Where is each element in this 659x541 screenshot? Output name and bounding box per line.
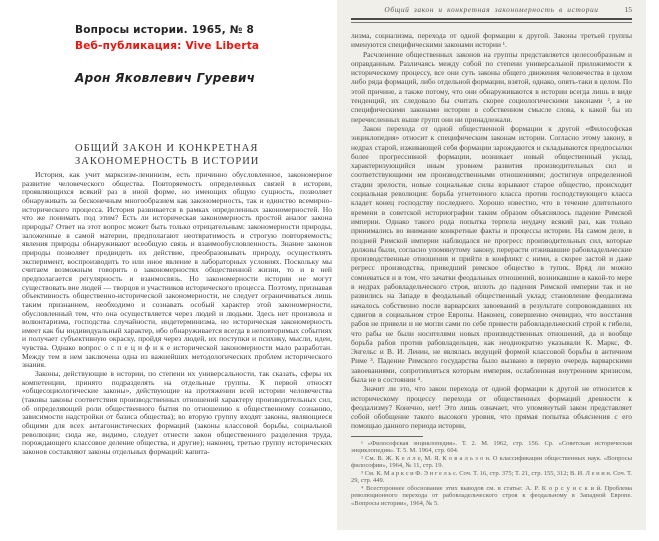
journal-masthead: Вопросы истории. 1965, № 8: [75, 24, 254, 36]
paragraph: Законы, действующие в истории, по степени их универсальности, так сказать, сферы их компетенции, принято подразделять на отдельные группы. К первой относят «общесоциологические законы», действующие на протяжении всей истории человечества (таковы законы соответствия производственных отношений характеру производительных сил, об определяющей роли общественного бытия по отношению к общественному сознанию, зависимости надстройки от базиса общества); во вторую группу входят законы, являющиеся общими для всех антагонистических формаций (законы классовой борьбы, социальной революции; сюда же, видимо, следует отнести закон общественного разделения труда, порождающего классовое деление общества, и другие); наконец, третью группу исторических законов составляют законы отдельных формаций: капита-: [22, 369, 332, 456]
masthead-block: [75, 24, 332, 85]
paragraph: Закон перехода от одной общественной формации к другой «Философская энциклопедия» относит к специфическим законам истории. Согласно этому закону, в недрах старой, изживающей себя формации зарождаются и складываются предпосылки более прогрессивной формации, возникает новый общественный уклад, характеризующийся иным уровнем развития производительных сил и соответствующими им производственными отношениями; достигнув определенной стадии зрелости, новые социальные силы взрывают старое общество, происходит социальная революция: борьба угнетенного класса против господствующего класса кладет конец господству последнего. Хорошо известно, что в течение длительного времени в советской историографии таким образом объяснялось падение Римской империи. Однако такого рода попытка терпела неудачу всякий раз, как только принимались во внимание конкретные факты и процессы истории. На самом деле, в поздней Римской империи наблюдался не прогресс производительных сил, которые должны были, согласно упомянутому закону, перерасти отживавшие рабовладельческие производственные отношения и прийти в конфликт с ними, а скорее застой и даже регресс производства, приведший римское общество в тупик. Вряд ли можно сомневаться и в том, что зачатки феодальных отношений, возникавшие в какой-то мере в недрах рабовладельческого строя, вплоть до падения Римской империи так и не развились на Западе в феодальный общественный уклад; становление феодализма началось собственно после варварских завоеваний в результате сопровождавших их сдвигов в социальном строе Европы. Наконец, совершенно очевидно, что восстания рабов не привели и не могли сами по себе привести рабовладельческий строй к гибели, что рабы не были носителями новых производственных отношений, да и вообще борьба рабов против рабовладельцев, как неоднократно указывали К. Маркс, Ф. Энгельс и В. И. Ленин, не являлась ведущей формой классовой борьбы в античном Риме ³. Падение Римского государства было вызвано в первую очередь варварскими завоеваниями, сопротивляться которым империя, ослабленная внутренним кризисом, была не в состоянии ⁴.: [351, 123, 632, 384]
left-page: [22, 24, 332, 457]
footnotes: [351, 440, 632, 508]
right-page-scan: [337, 0, 646, 530]
footnote: ⁴ Всестороннее обоснование этих выводов см. в статье: А. Р. К о р с у н с к и й. Проблема революционного перехода от рабовладельческого строя к феодальному в Западной Европе. «Вопросы истории», 1964, № 5.: [351, 484, 632, 507]
article-title-line1: ОБЩИЙ ЗАКОН И КОНКРЕТНАЯ: [75, 143, 259, 154]
article-title-line2: ЗАКОНОМЕРНОСТЬ В ИСТОРИИ: [75, 155, 260, 167]
article-title: [75, 143, 332, 168]
web-publication-link[interactable]: Веб-публикация: Vive Liberta: [75, 40, 260, 52]
running-header-title: Общий закон и конкретная закономерность в истории: [384, 5, 599, 14]
page-number: 15: [624, 5, 632, 14]
paragraph: лизма, социализма, перехода от одной формации к другой. Законы третьей группы именуются специфическими законами истории ¹.: [351, 31, 632, 50]
right-page-body: [351, 31, 632, 431]
paragraph: Расчленение общественных законов на группы представляется целесообразным и оправданным. Различаясь между собой по степени универсальной приложимости к историческому процессу, все они суть законы общего движения человечества в целом либо ряда формаций, либо отдельной формации, взятой, однако, опять-таки в целом. По этой причине, а также потому, что они обнаруживаются в истории всегда лишь в виде тенденций, их следовало бы считать скорее социологическими законами ², а не специфическими законами истории в собственном смысле слова, к какой бы из перечисленных выше групп они ни принадлежали.: [351, 49, 632, 124]
header-rule: [351, 18, 632, 23]
footnote: ³ См. К. М а р к с и Ф. Э н г е л ь с. Соч. Т. 16, стр. 375; Т. 21, стр. 155, 312; В. И. Л е н и н. Соч. Т. 29, стр. 449.: [351, 469, 632, 485]
paragraph: История, как учит марксизм-ленинизм, есть причинно обусловленное, закономерное развитие человеческого общества. Повторяемость определенных связей в истории, проявляющихся всякий раз в иной форме, но имеющих общую сущность, позволяет обнаруживать за бесконечным многообразием как закономерность, так и единство всемирно-исторического процесса. История развивается в рамках определенных закономерностей. Но что же понимать под этим? Есть ли историческая закономерность простой аналог закона природы? Ответ на этот вопрос может быть только отрицательным: закономерности природы, заложенные в самой материи, предполагают неотвратимость и строгую повторяемость; явления природы обнаруживают всеобщую связь и взаимообусловленность. Знание законов природы позволяет предвидеть их действие, преобразовывать природу, осуществлять эксперимент, воспроизводить то или иное явление в лабораторных условиях. Поскольку мы считаем возможным говорить о закономерностях общественной жизни, то и в ней предполагается регулярность и взаимосвязь. Но закономерности истории не могут существовать вне людей — творцов и участников исторического процесса. Поэтому, признавая объективность общественно-исторической закономерности, не следует ограничиваться лишь таким признанием, необходимо и сознавать особый характер этой закономерности, обусловленный тем, что она осуществляется через людей и людьми. Здесь нет произвола и волюнтаризма, господства случайности, индетерминизма, но историческая закономерность имеет как бы индивидуальный характер, ибо обнаруживается всегда в неповторимых событиях и получает субъективную окраску, пройдя через людей, их поступки и психику, мысли, идеи, чувства. Однако вопрос о с п е ц и ф и к е исторической закономерности мало разработан. Между тем в нем заключена одна из важнейших методологических проблем исторического знания.: [22, 170, 332, 370]
paragraph: Значит ли это, что закон перехода от одной формации к другой не относится к историческому процессу перехода от общественных формаций древности к феодализму? Конечно, нет! Это лишь означает, что упомянутый закон представляет собой обобщение такого высокого уровня, что прямая попытка объяснения с его помощью данного периода истории,: [351, 384, 632, 431]
left-page-body: [22, 171, 332, 457]
author-name: Арон Яковлевич Гуревич: [75, 71, 256, 85]
footnote: ² См. В. Ж. К е л л е, М. Я. К о в а л ь з о н. О классификации общественных наук. «Вопросы философии», 1964, № 11, стр. 19.: [351, 454, 632, 470]
footnote-rule: [351, 436, 423, 437]
running-header: [351, 5, 632, 16]
footnote: ¹ «Философская энциклопедия». Т. 2. М. 1962, стр. 156. Ср. «Советская историческая энциклопедия». Т. 5. М. 1964, стр. 604.: [351, 439, 632, 455]
